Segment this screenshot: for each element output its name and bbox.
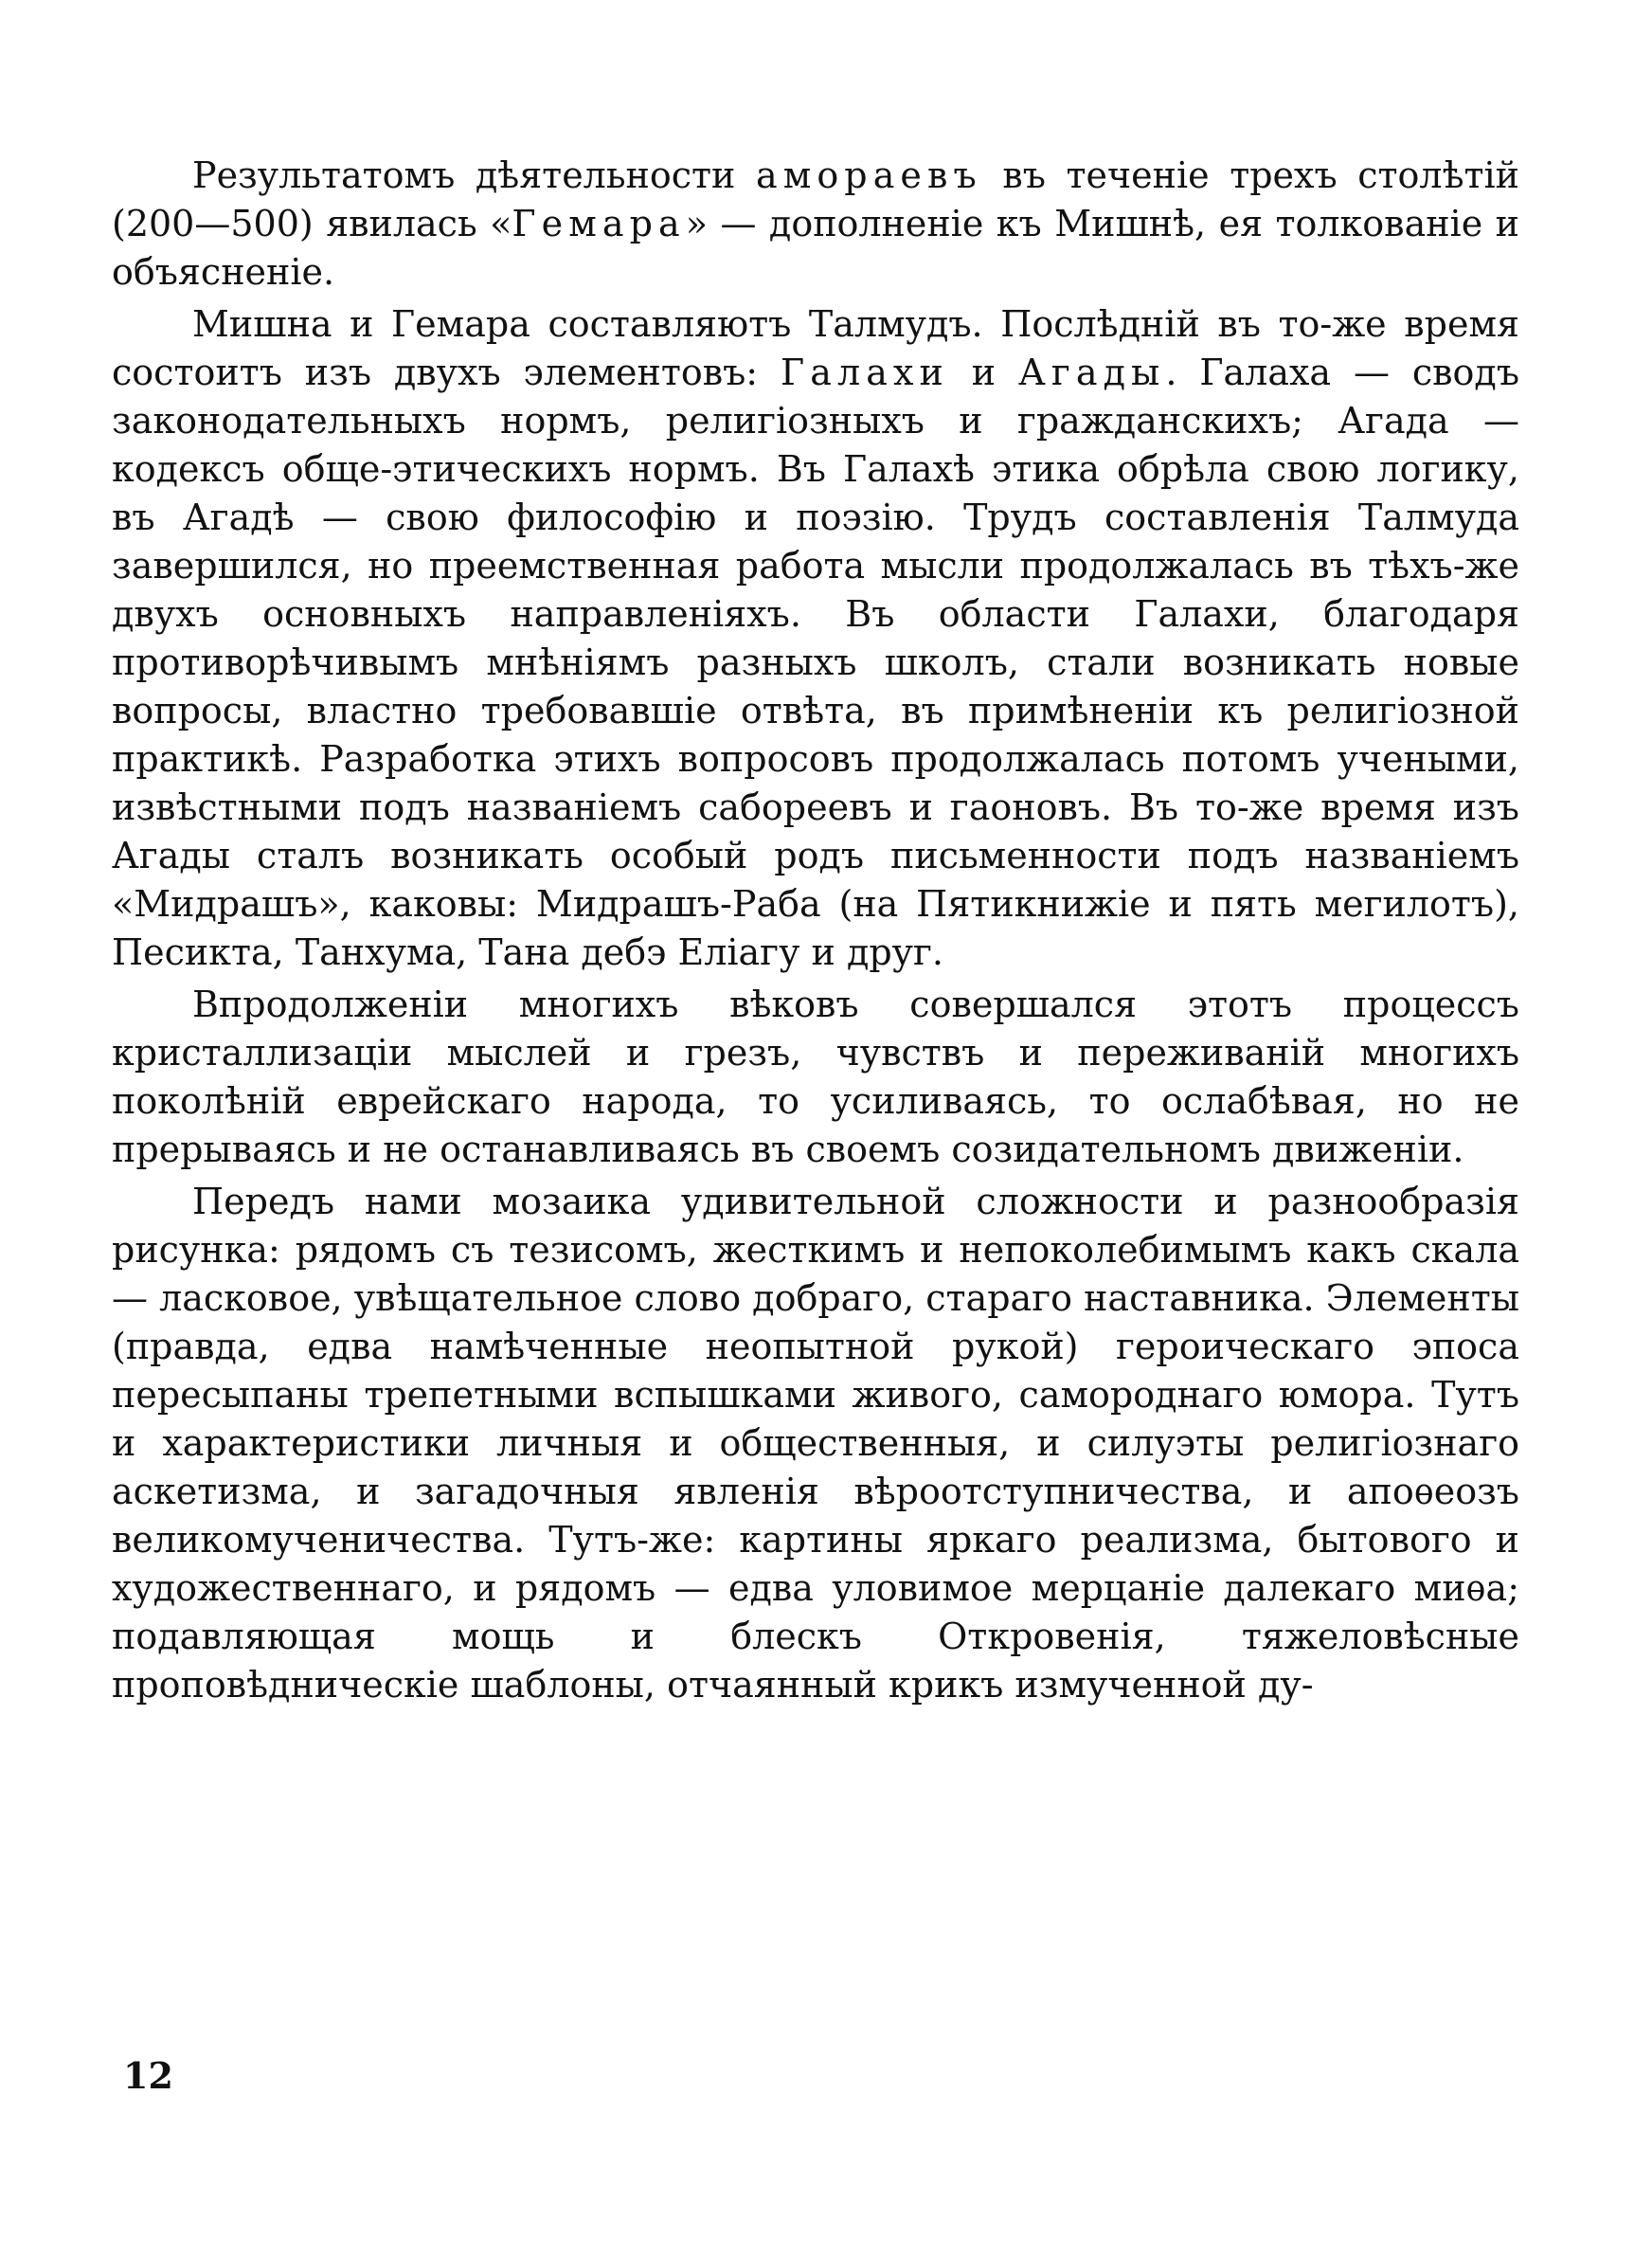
text-run: въ теченіе трехъ столѣтій (200—500) явилась «	[112, 154, 1519, 244]
text-run: Мишна и Гемара составляютъ Талмудъ. Послѣдній въ то-же время состоитъ изъ двухъ элементовъ:	[112, 303, 1519, 393]
paragraph-crystallization	[112, 981, 1519, 1174]
spaced-term: амораевъ	[755, 154, 982, 196]
text-run: Передъ нами мозаика удивительной сложности и разнообразія рисунка: рядомъ съ тезисомъ, жесткимъ и непоколебимымъ какъ скала — ласковое, увѣщательное слово добраго, стараго наставника. Элементы (правда, едва намѣченные неопытной рукой) героическаго эпоса пересыпаны трепетными вспышками живого, самороднаго юмора. Тутъ и характеристики личныя и общественныя, и силуэты религіознаго аскетизма, и загадочныя явленія вѣроотступничества, и апоѳеозъ великомученичества. Тутъ-же: картины яркаго реализма, бытового и художественнаго, и рядомъ — едва уловимое мерцаніе далекаго миѳа; подавляющая мощь и блескъ Откровенія, тяжеловѣсные проповѣдническіе шаблоны, отчаянный крикъ измученной ду-	[112, 1181, 1519, 1706]
text-run: » — дополненіе къ Мишнѣ, ея толкованіе и объясненіе.	[112, 203, 1520, 293]
text-run: Впродолженіи многихъ вѣковъ совершался этотъ процессъ кристаллизаціи мыслей и грезъ, чувствъ и переживаній многихъ поколѣній еврейскаго народа, то усиливаясь, то ослабѣвая, но не прерываясь и не останавливаясь въ своемъ созидательномъ движеніи.	[112, 984, 1519, 1170]
spaced-term: Агады	[1018, 352, 1166, 393]
paragraph-amoraim	[112, 152, 1519, 297]
text-run: Результатомъ дѣятельности	[192, 154, 756, 196]
text-run: и	[948, 352, 1018, 393]
page-body	[112, 152, 1519, 1709]
spaced-term: Галахи	[781, 352, 949, 393]
paragraph-mosaic	[112, 1178, 1519, 1709]
text-run: . Галаха — сводъ законодательныхъ нормъ, религіозныхъ и гражданскихъ; Агада — кодексъ обще-этическихъ нормъ. Въ Галахѣ этика обрѣла свою логику, въ Агадѣ — свою философію и поэзію. Трудъ составленія Талмуда завершился, но преемственная работа мысли продолжалась въ тѣхъ-же двухъ основныхъ направленіяхъ. Въ области Галахи, благодаря противорѣчивымъ мнѣніямъ разныхъ школъ, стали возникать новые вопросы, властно требовавшіе отвѣта, въ примѣненіи къ религіозной практикѣ. Разработка этихъ вопросовъ продолжалась потомъ учеными, извѣстными подъ названіемъ сабореевъ и гаоновъ. Въ то-же время изъ Агады сталъ возникать особый родъ письменности подъ названіемъ «Мидрашъ», каковы: Мидрашъ-Раба (на Пятикнижіе и пять мегилотъ), Песикта, Танхума, Тана дебэ Еліагу и друг.	[112, 352, 1519, 973]
page-number: 12	[123, 2054, 173, 2097]
paragraph-talmud	[112, 300, 1519, 977]
spaced-term: Гемара	[512, 203, 686, 244]
